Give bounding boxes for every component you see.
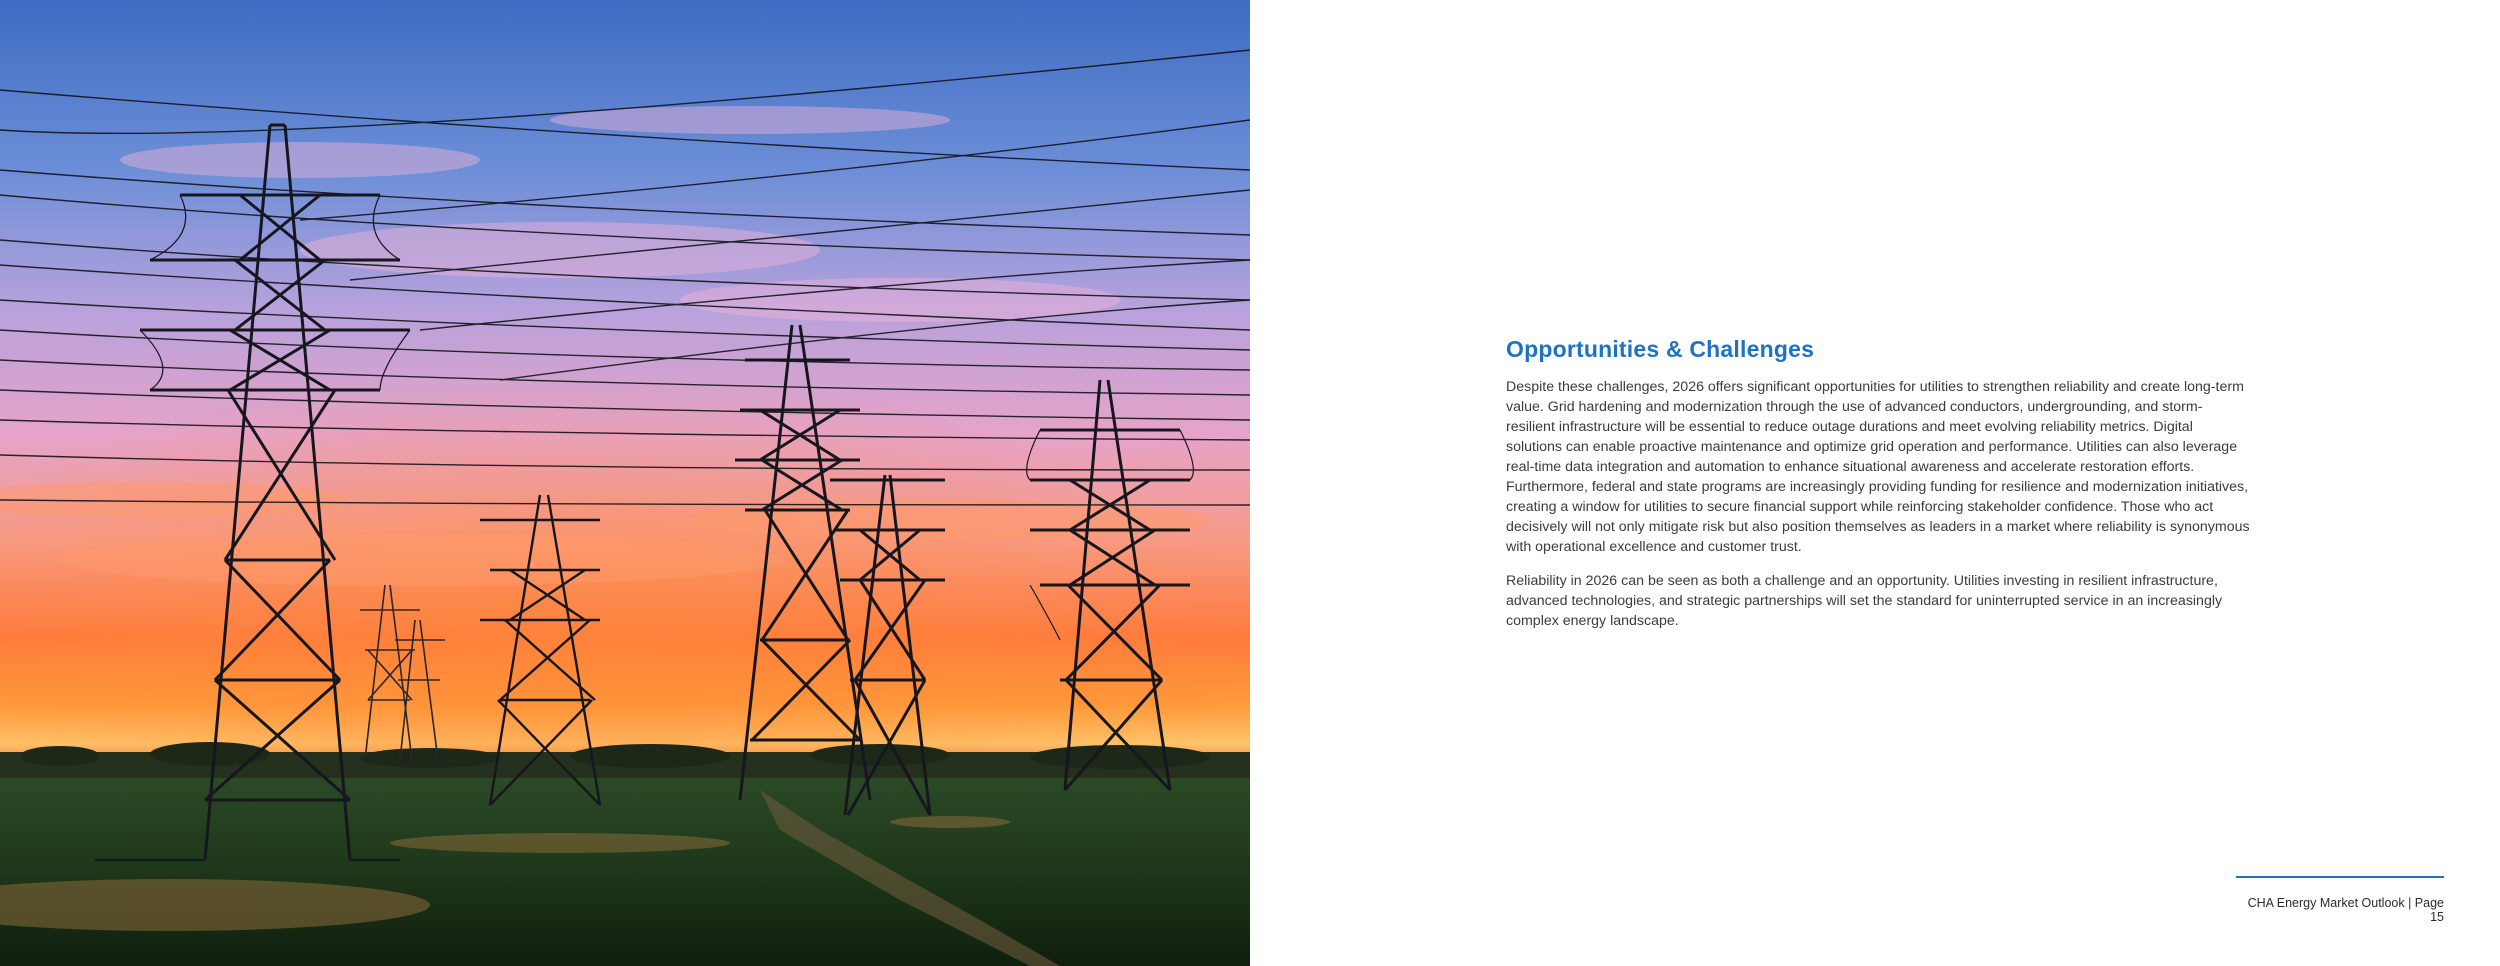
- section-heading: Opportunities & Challenges: [1506, 336, 1815, 362]
- footer-divider: [2236, 876, 2444, 878]
- body-paragraph: Reliability in 2026 can be seen as both a challenge and an opportunity. Utilities investing in resilient infrastructure, advanced technologies, and strategic partnerships will set the standard for uninterrupted service in an increasingly complex energy landscape.: [1506, 573, 2223, 629]
- page-footer: CHA Energy Market Outlook | Page 15: [2247, 896, 2444, 924]
- body-paragraph: Despite these challenges, 2026 offers significant opportunities for utilities to strengthen reliability and create long-term value. Grid hardening and modernization through the use of advanced conductors, undergrounding, and storm-resilient infrastructure will be essential to reduce outage durations and meet evolving reliability metrics. Digital solutions can enable proactive maintenance and optimize grid operation and performance. Utilities can also leverage real-time data integration and automation to enhance situational awareness and accelerate restoration efforts. Furthermore, federal and state programs are increasingly providing funding for resilience and modernization initiatives, creating a window for utilities to secure financial support while reinforcing stakeholder confidence. Those who act decisively will not only mitigate risk but also position themselves as leaders in a market where reliability is synonymous with operational excellence and customer trust.: [1506, 379, 2250, 555]
- article-section: [1506, 336, 2251, 645]
